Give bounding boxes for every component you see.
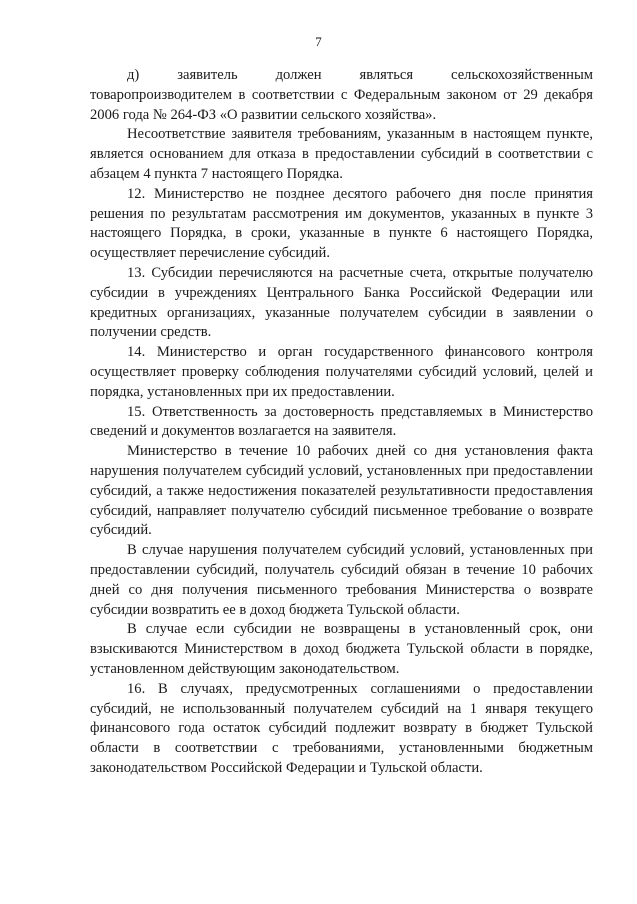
paragraph: 12. Министерство не позднее десятого рабочего дня после принятия решения по результатам рассмотрения им документов, указанных в пункте 3 настоящего Порядка, в сроки, указанные в пункте 6 настоящего Порядка, осуществляет перечисление субсидий. xyxy=(90,185,593,262)
paragraph: В случае нарушения получателем субсидий условий, установленных при предоставлении субсидий, получатель субсидий обязан в течение 10 рабочих дней со дня получения письменного требования Министерства о возврате субсидии возвратить ее в доход бюджета Тульской области. xyxy=(90,542,593,618)
paragraph: 14. Министерство и орган государственного финансового контроля осуществляет проверку соблюдения получателями субсидий условий, целей и порядка, установленных при их предоставлении. xyxy=(90,344,593,400)
paragraph: Министерство в течение 10 рабочих дней со дня установления факта нарушения получателем субсидий условий, установленных при предоставлении субсидий, а также недостижения показателей результативности предоставления субсидий, направляет получателю субсидий письменное требование о возврате субсидий. xyxy=(90,443,593,539)
paragraph: Несоответствие заявителя требованиям, указанным в настоящем пункте, является основанием для отказа в предоставлении субсидий в соответствии с абзацем 4 пункта 7 настоящего Порядка. xyxy=(90,126,593,182)
paragraph: 15. Ответственность за достоверность представляемых в Министерство сведений и документов возлагается на заявителя. xyxy=(90,403,593,440)
paragraph: В случае если субсидии не возвращены в установленный срок, они взыскиваются Министерством в доход бюджета Тульской области в порядке, установленном действующим законодательством. xyxy=(90,621,593,677)
page-number: 7 xyxy=(315,34,322,49)
paragraph: 13. Субсидии перечисляются на расчетные счета, открытые получателю субсидии в учреждениях Центрального Банка Российской Федерации или кредитных организациях, указанные получателем субсидии в заявлении о получении средств. xyxy=(90,264,593,341)
paragraph: д) заявитель должен являться сельскохозяйственным товаропроизводителем в соответствии с Федеральным законом от 29 декабря 2006 года № 264-ФЗ «О развитии сельского хозяйства». xyxy=(90,67,593,123)
body-text xyxy=(90,66,593,779)
paragraph: 16. В случаях, предусмотренных соглашениями о предоставлении субсидий, не использованный получателем субсидий на 1 января текущего финансового года остаток субсидий подлежит возврату в бюджет Тульской области в соответствии с требованиями, установленными бюджетным законодательством Российской Федерации и Тульской области. xyxy=(90,680,593,776)
